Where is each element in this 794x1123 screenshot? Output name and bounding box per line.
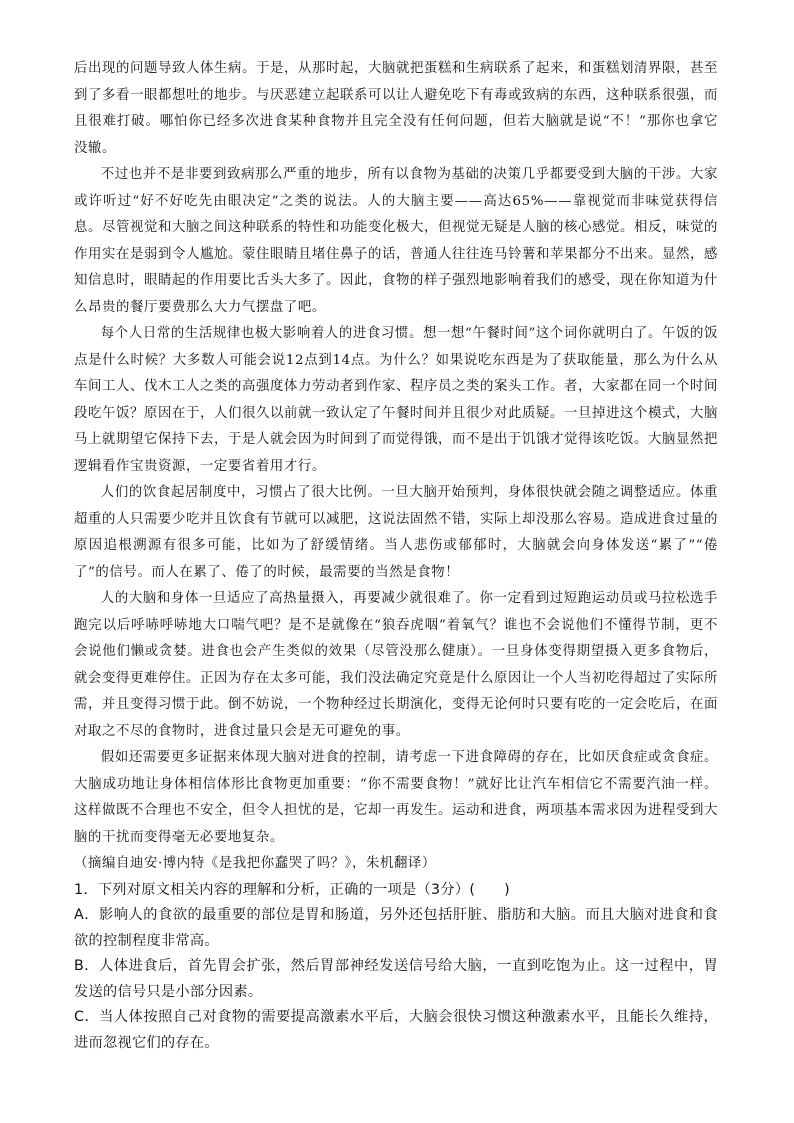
question-section bbox=[74, 878, 718, 1057]
passage-paragraph-6: 假如还需要更多证据来体现大脑对进食的控制，请考虑一下进食障碍的存在，比如厌食症或贪食症。大脑成功地让身体相信体形比食物更加重要：“你不需要食物！”就好比让汽车相信它不需要汽油一样。这样做既不合理也不安全，但令人担忧的是，它却一再发生。运动和进食，两项基本需求因为进程受到大脑的干扰而变得毫无必要地复杂。 bbox=[74, 750, 718, 845]
passage-paragraph-2: 不过也并不是非要到致病那么严重的地步，所有以食物为基础的决策几乎都要受到大脑的干涉。大家或许听过“好不好吃先由眼决定”之类的说法。人的大脑主要——高达65%——靠视觉而非味觉获得信息。尽管视觉和大脑之间这种联系的特性和功能变化极大，但视觉无疑是人脑的核心感觉。相反，味觉的作用实在是弱到令人尴尬。蒙住眼睛且堵住鼻子的话，普通人往往连马铃薯和苹果都分不出来。显然，感知信息时，眼睛起的作用要比舌头大多了。因此，食物的样子强烈地影响着我们的感受，现在你知道为什么昂贵的餐厅要费那么大力气摆盘了吧。 bbox=[74, 167, 718, 315]
reading-passage bbox=[74, 56, 718, 878]
passage-paragraph-1: 后出现的问题导致人体生病。于是，从那时起，大脑就把蛋糕和生病联系了起来，和蛋糕划清界限，甚至到了多看一眼都想吐的地步。与厌恶建立起联系可以让人避免吃下有毒或致病的东西，这种联系很强，而且很难打破。哪怕你已经多次进食某种食物并且完全没有任何问题，但若大脑就是说“不！”那你也拿它没辙。 bbox=[74, 61, 718, 156]
passage-paragraph-5: 人的大脑和身体一旦适应了高热量摄入，再要减少就很难了。你一定看到过短跑运动员或马拉松选手跑完以后呼哧呼哧地大口喘气吧？是不是就像在“狼吞虎咽”着氧气？谁也不会说他们不懂得节制，更不会说他们懒或贪婪。进食也会产生类似的效果（尽管没那么健康）。一旦身体变得期望摄入更多食物后，就会变得更难停住。正因为存在太多可能，我们没法确定究竟是什么原因让一个人当初吃得超过了实际所需，并且变得习惯于此。倒不妨说，一个物种经过长期演化，变得无论何时只要有吃的一定会吃后，在面对取之不尽的食物时，进食过量只会是无可避免的事。 bbox=[74, 591, 718, 739]
passage-source-citation: （摘编自迪安·博内特《是我把你蠢哭了吗？》，朱机翻译） bbox=[74, 856, 436, 871]
question-1-option-a: A．影响人的食欲的最重要的部位是胃和肠道，另外还包括肝脏、脂肪和大脑。而且大脑对进食和食欲的控制程度非常高。 bbox=[74, 907, 718, 949]
question-1-option-b: B．人体进食后，首先胃会扩张，然后胃部神经发送信号给大脑，一直到吃饱为止。这一过程中，胃发送的信号只是小部分因素。 bbox=[74, 958, 718, 1000]
passage-paragraph-3: 每个人日常的生活规律也极大影响着人的进食习惯。想一想“午餐时间”这个词你就明白了。午饭的饭点是什么时候？大多数人可能会说12点到14点。为什么？如果说吃东西是为了获取能量，那么为什么从车间工人、伐木工人之类的高强度体力劳动者到作家、程序员之类的案头工作。者，大家都在同一个时间段吃午饭？原因在于，人们很久以前就一致认定了午餐时间并且很少对此质疑。一旦掉进这个模式，大脑马上就期望它保持下去，于是人就会因为时间到了而觉得饿，而不是出于饥饿才觉得该吃饭。大脑显然把逻辑看作宝贵资源，一定要省着用才行。 bbox=[74, 326, 718, 474]
question-1-option-c: C．当人体按照自己对食物的需要提高激素水平后，大脑会很快习惯这种激素水平，且能长久维持，进而忽视它们的存在。 bbox=[74, 1009, 718, 1051]
question-1-stem: 1．下列对原文相关内容的理解和分析，正确的一项是（3分）( ) bbox=[74, 881, 510, 898]
passage-paragraph-4: 人们的饮食起居制度中，习惯占了很大比例。一旦大脑开始预判，身体很快就会随之调整适应。体重超重的人只需要少吃并且饮食有节就可以减肥，这说法固然不错，实际上却没那么容易。造成进食过量的原因追根溯源有很多可能，比如为了舒缓情绪。当人悲伤或郁郁时，大脑就会向身体发送“累了”“倦了”的信号。而人在累了、倦了的时候，最需要的当然是食物！ bbox=[74, 485, 718, 580]
